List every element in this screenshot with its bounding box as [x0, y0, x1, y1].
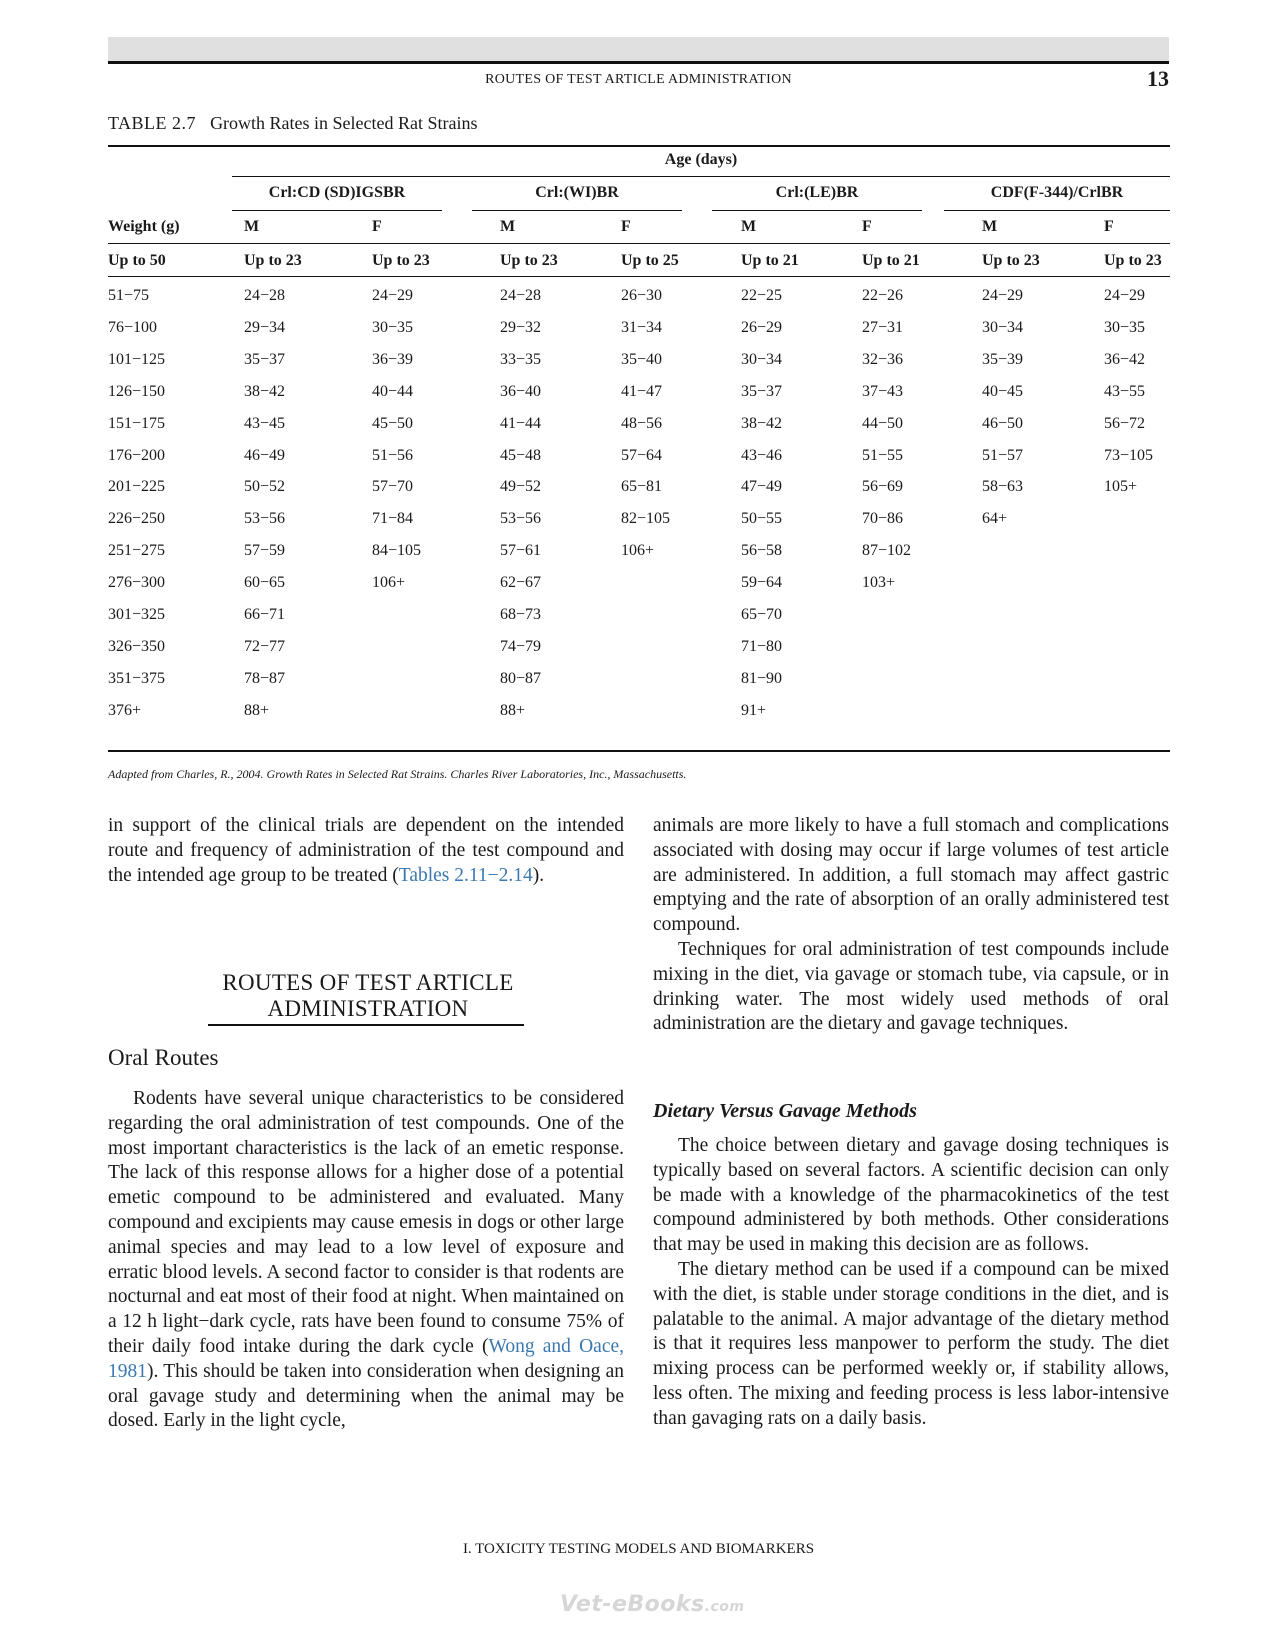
row-value: Up to 21	[741, 252, 799, 269]
row-value: 57−64	[621, 446, 663, 464]
row-value: 22−26	[862, 287, 904, 304]
row-value: 24−29	[372, 287, 414, 304]
row-value: Up to 23	[982, 252, 1040, 269]
table-bottom-rule	[108, 750, 1170, 752]
row-value: 106+	[372, 574, 406, 592]
age-header: Age (days)	[664, 151, 738, 168]
table-top-rule	[108, 145, 1170, 147]
strain-rule	[712, 210, 922, 211]
row-weight: 226−250	[108, 510, 166, 528]
row-value: 35−37	[244, 350, 286, 368]
row-weight: 376+	[108, 701, 142, 719]
strain-header: Crl:(WI)BR	[535, 184, 619, 201]
row-value: 24−29	[1104, 287, 1146, 304]
row-value: 43−45	[244, 414, 286, 432]
paragraph: The dietary method can be used if a compound can be mixed with the diet, is stable under storage conditions in the diet, and is palatable to the animal. A major advantage of the dietary method is that it requires less manpower to perform the study. The diet mixing process can be performed weekly or, if stability allows, less often. The mixing and feeding process is less labor-intensive than gavaging rats on a daily basis.	[653, 1258, 1169, 1429]
row-value: 65−70	[741, 606, 783, 623]
row-weight: 126−150	[108, 382, 166, 400]
row-value: 51−57	[982, 446, 1024, 464]
row-value: 72−77	[244, 637, 286, 655]
row-value: 91+	[741, 701, 767, 719]
row-value: 62−67	[500, 574, 542, 592]
strain-header: Crl:CD (SD)IGSBR	[268, 184, 406, 201]
row-value: 74−79	[500, 637, 542, 655]
sex-header: M	[244, 218, 260, 235]
row-value: 68−73	[500, 606, 542, 623]
row-value: 106+	[621, 542, 655, 560]
row-value: 41−44	[500, 414, 542, 432]
row-value: 40−44	[372, 382, 414, 400]
wong-oace-link[interactable]: Wong and Oace, 1981	[108, 1335, 625, 1382]
row-value: 22−25	[741, 287, 783, 304]
row-value: 40−45	[982, 382, 1024, 400]
row-value: 81−90	[741, 669, 783, 687]
row-value: Up to 23	[372, 252, 430, 269]
row-value: 29−34	[244, 318, 286, 336]
sex-header: M	[982, 218, 998, 235]
top-rule	[108, 61, 1169, 64]
row-value: 103+	[862, 574, 896, 592]
row-value: 49−52	[500, 478, 542, 496]
left-column-top	[108, 814, 624, 888]
row-value: 27−31	[862, 318, 904, 336]
row-value: 24−28	[244, 287, 286, 304]
running-head: ROUTES OF TEST ARTICLE ADMINISTRATION	[485, 72, 792, 87]
sex-header: F	[862, 218, 872, 235]
row-value: 64+	[982, 510, 1008, 528]
row-weight: 76−100	[108, 318, 158, 336]
row-weight: 201−225	[108, 478, 166, 496]
row-value: 60−65	[244, 574, 286, 592]
row-value: 30−34	[741, 350, 783, 368]
row-value: 30−35	[372, 318, 414, 336]
strain-rule	[472, 210, 682, 211]
paragraph: animals are more likely to have a full stomach and complications associated with dosing may occur if large volumes of test article are administered. In addition, a full stomach may affect gastric emptying and the rate of absorption of an orally administered test compound.	[653, 815, 1169, 936]
subheading-oral-routes: Oral Routes	[108, 1045, 219, 1070]
row-value: 44−50	[862, 414, 904, 432]
row-value: 30−35	[1104, 318, 1146, 336]
row-weight: 51−75	[108, 287, 150, 304]
row-value: 80−87	[500, 669, 542, 687]
age-header-rule	[232, 176, 1170, 177]
left-column-bottom	[108, 1087, 624, 1434]
row-value: 84−105	[372, 542, 422, 560]
right-column-bottom	[653, 1134, 1169, 1432]
row-weight: 251−275	[108, 542, 166, 560]
watermark: Vet-eBooks.com	[560, 1592, 745, 1617]
row-value: 73−105	[1104, 446, 1154, 464]
row-value: Up to 23	[500, 252, 558, 269]
strain-header: CDF(F-344)/CrlBR	[990, 184, 1124, 201]
row-value: 71−84	[372, 510, 414, 528]
first-row-rule	[108, 276, 1170, 277]
row-value: Up to 23	[244, 252, 302, 269]
row-value: 43−46	[741, 446, 783, 464]
row-value: 51−55	[862, 446, 904, 464]
row-value: 87−102	[862, 542, 912, 560]
strain-rule	[944, 210, 1170, 211]
row-value: 71−80	[741, 637, 783, 655]
row-value: 37−43	[862, 382, 904, 400]
row-value: 47−49	[741, 478, 783, 496]
paragraph: Techniques for oral administration of test compounds include mixing in the diet, via gavage or stomach tube, via capsule, or in drinking water. The most widely used methods of oral administration are the dietary and gavage techniques.	[653, 938, 1169, 1035]
sex-header: F	[1104, 218, 1114, 235]
row-value: 65−81	[621, 478, 663, 496]
row-value: 24−28	[500, 287, 542, 304]
table-caption	[108, 113, 478, 134]
row-value: 78−87	[244, 669, 286, 687]
row-value: 56−58	[741, 542, 783, 560]
paragraph: The choice between dietary and gavage dosing techniques is typically based on several factors. A scientific decision can only be made with a knowledge of the pharmacokinetics of the test compound administered by both methods. Other considerations that may be used in making this decision are as follows.	[653, 1135, 1169, 1256]
row-value: 36−40	[500, 382, 542, 400]
table-title: Growth Rates in Selected Rat Strains	[210, 113, 478, 133]
row-value: 26−30	[621, 287, 663, 304]
row-weight: Up to 50	[108, 252, 166, 269]
row-weight: 326−350	[108, 637, 166, 655]
row-weight: 151−175	[108, 414, 166, 432]
row-value: 53−56	[500, 510, 542, 528]
row-value: 35−40	[621, 350, 663, 368]
row-value: 35−37	[741, 382, 783, 400]
row-value: 48−56	[621, 414, 663, 432]
row-weight: 276−300	[108, 574, 166, 592]
row-value: 43−55	[1104, 382, 1146, 400]
right-column-top	[653, 814, 1169, 1037]
row-value: 105+	[1104, 478, 1138, 496]
row-value: 46−49	[244, 446, 286, 464]
row-weight: 176−200	[108, 446, 166, 464]
row-value: 45−50	[372, 414, 414, 432]
subheading-dietary-vs-gavage: Dietary Versus Gavage Methods	[653, 1100, 917, 1122]
sex-header: F	[621, 218, 631, 235]
row-value: Up to 23	[1104, 252, 1162, 269]
table-footnote: Adapted from Charles, R., 2004. Growth Rates in Selected Rat Strains. Charles River Laboratories, Inc., Massachusetts.	[108, 767, 687, 781]
row-value: 51−56	[372, 446, 414, 464]
strain-header: Crl:(LE)BR	[775, 184, 859, 201]
row-value: 29−32	[500, 318, 542, 336]
row-value: 66−71	[244, 606, 286, 623]
page-footer: I. TOXICITY TESTING MODELS AND BIOMARKERS	[462, 1541, 815, 1557]
sex-header: M	[500, 218, 516, 235]
row-value: 88+	[500, 701, 526, 719]
section-heading-rule	[208, 1024, 524, 1026]
weight-header: Weight (g)	[108, 218, 180, 235]
row-value: 50−55	[741, 510, 783, 528]
row-value: 46−50	[982, 414, 1024, 432]
row-value: 56−72	[1104, 414, 1146, 432]
row-value: 70−86	[862, 510, 904, 528]
row-value: 33−35	[500, 350, 542, 368]
top-band	[108, 37, 1169, 61]
paragraph: Rodents have several unique characteristics to be considered regarding the oral administration of test compounds. One of the most important characteristics is the lack of an emetic response. The lack of this response allows for a higher dose of a potential emetic compound to be administered and evaluated. Many compound and excipients may cause emesis in dogs or other large animal species and may lead to a low level of exposure and erratic blood levels. A second factor to consider is that rodents are nocturnal and eat most of their food at night. When maintained on a 12 h light−dark cycle, rats have been found to consume 75% of their daily food intake during the dark cycle (Wong and Oace, 1981). This should be taken into consideration when designing an oral gavage study and determining when the animal may be dosed. Early in the light cycle,	[108, 1088, 625, 1432]
row-value: 57−59	[244, 542, 286, 560]
tables-link[interactable]: Tables 2.11−2.14	[398, 864, 533, 886]
header-bottom-rule	[108, 243, 1170, 244]
row-value: 58−63	[982, 478, 1024, 496]
section-heading: ROUTES OF TEST ARTICLE ADMINISTRATION	[222, 970, 514, 1021]
row-value: 50−52	[244, 478, 286, 496]
row-weight: 301−325	[108, 606, 166, 623]
sex-header: F	[372, 218, 382, 235]
row-value: 38−42	[244, 382, 286, 400]
strain-rule	[232, 210, 442, 211]
table-label: TABLE 2.7	[108, 113, 197, 133]
row-value: 88+	[244, 701, 270, 719]
row-value: 30−34	[982, 318, 1024, 336]
row-value: 82−105	[621, 510, 671, 528]
row-value: 32−36	[862, 350, 904, 368]
row-value: 36−39	[372, 350, 414, 368]
row-value: 57−61	[500, 542, 542, 560]
row-value: 24−29	[982, 287, 1024, 304]
row-value: Up to 21	[862, 252, 920, 269]
row-value: 26−29	[741, 318, 783, 336]
row-value: 45−48	[500, 446, 542, 464]
paragraph: in support of the clinical trials are dependent on the intended route and frequency of administration of the test compound and the intended age group to be treated (Tables 2.11−2.14).	[108, 815, 624, 886]
row-value: 35−39	[982, 350, 1024, 368]
row-value: 57−70	[372, 478, 414, 496]
sex-header: M	[741, 218, 757, 235]
row-weight: 351−375	[108, 669, 166, 687]
row-value: 38−42	[741, 414, 783, 432]
row-value: 36−42	[1104, 350, 1146, 368]
row-value: Up to 25	[621, 252, 679, 269]
row-value: 56−69	[862, 478, 904, 496]
row-value: 41−47	[621, 382, 663, 400]
row-value: 59−64	[741, 574, 783, 592]
row-weight: 101−125	[108, 350, 166, 368]
page-number: 13	[1147, 66, 1169, 91]
row-value: 31−34	[621, 318, 663, 336]
row-value: 53−56	[244, 510, 286, 528]
